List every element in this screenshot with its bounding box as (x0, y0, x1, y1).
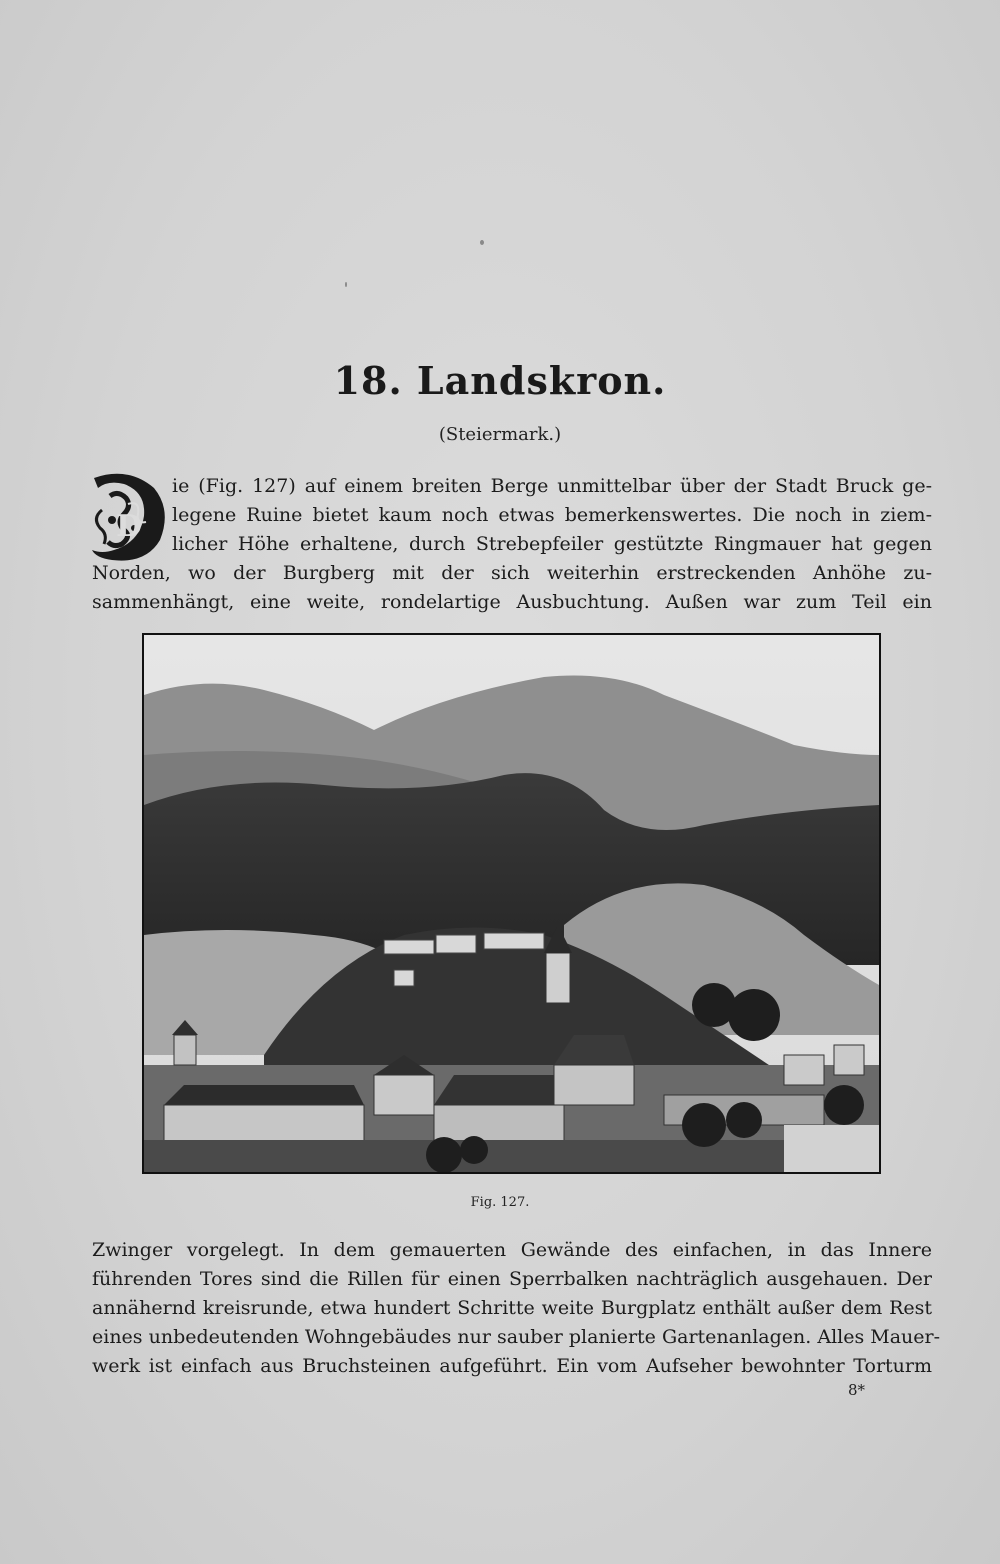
text-line: ie (Fig. 127) auf einem breiten Berge unmittelbar über der Stadt Bruck ge- (172, 475, 932, 497)
text-line: Norden, wo der Burgberg mit der sich weiterhin erstreckenden Anhöhe zu- (92, 562, 932, 584)
page-number: 8* (848, 1381, 866, 1399)
text-line: legene Ruine bietet kaum noch etwas bemerkenswertes. Die noch in ziem- (172, 504, 932, 526)
svg-text:D: D (116, 509, 143, 544)
text-line: licher Höhe erhaltene, durch Strebepfeiler gestützte Ringmauer hat gegen (172, 533, 932, 555)
chapter-subtitle: (Steiermark.) (438, 424, 562, 445)
text-line: Zwinger vorgelegt. In dem gemauerten Gewände des einfachen, in das Innere (92, 1239, 932, 1261)
landscape-drawing (144, 635, 879, 1172)
figure-illustration (142, 633, 881, 1174)
text-line: annähernd kreisrunde, etwa hundert Schritte weite Burgplatz enthält außer dem Rest (92, 1297, 932, 1319)
figure-caption: Fig. 127. (470, 1195, 530, 1210)
text-line: führenden Tores sind die Rillen für einen Sperrbalken nachträglich ausgehauen. Der (92, 1268, 932, 1290)
paper-speck (345, 282, 347, 287)
paper-speck (480, 240, 484, 245)
text-line: werk ist einfach aus Bruchsteinen aufgeführt. Ein vom Aufseher bewohnter Torturm (92, 1355, 932, 1377)
text-line: sammenhängt, eine weite, rondelartige Ausbuchtung. Außen war zum Teil ein (92, 591, 932, 613)
paragraph-top (92, 472, 932, 617)
chapter-title: 18. Landskron. (333, 358, 667, 403)
paragraph-bottom (92, 1236, 941, 1381)
text-line: eines unbedeutenden Wohngebäudes nur sauber planierte Gartenanlagen. Alles Mauer- (92, 1326, 941, 1348)
